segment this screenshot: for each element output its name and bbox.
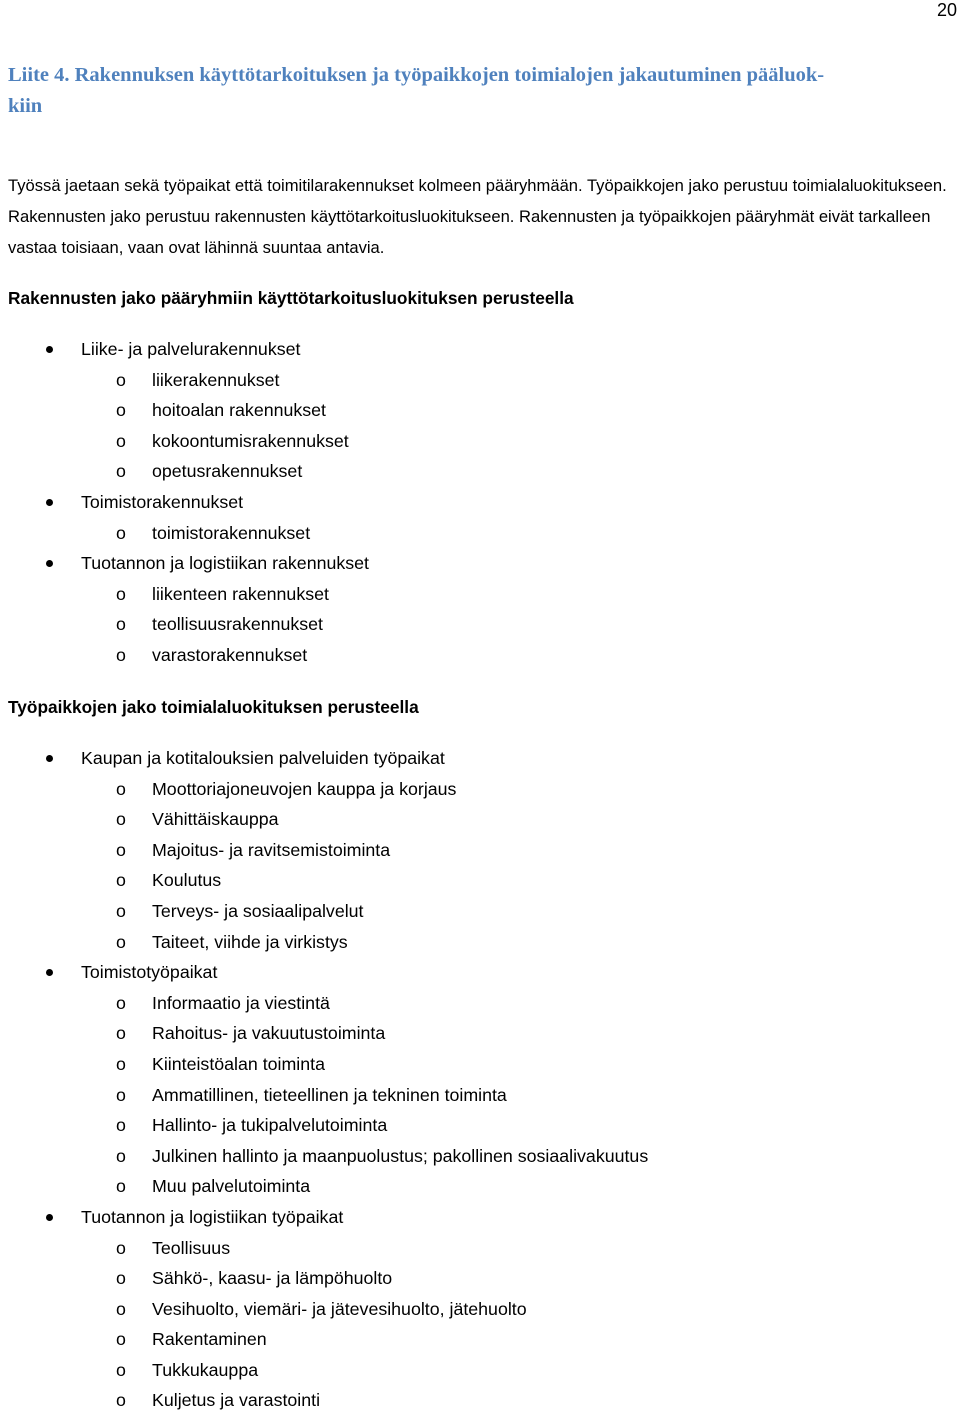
list-sub-item-label: Majoitus- ja ravitsemistoiminta	[152, 839, 391, 860]
list-sub-item-label: liikenteen rakennukset	[152, 583, 329, 604]
jobs-section-title: Työpaikkojen jako toimialaluokituksen perusteella	[8, 697, 419, 717]
list-sub-item	[0, 1233, 960, 1264]
list-sub-item	[0, 518, 960, 549]
bullet-icon	[46, 346, 53, 353]
list-sub-item	[0, 835, 960, 866]
list-group-item	[0, 957, 960, 988]
list-sub-item-label: teollisuusrakennukset	[152, 614, 323, 635]
list-sub-item-label: Teollisuus	[152, 1237, 231, 1258]
circle-bullet-icon: o	[116, 583, 126, 604]
list-sub-item	[0, 456, 960, 487]
list-sub-item-label: Vähittäiskauppa	[152, 809, 279, 830]
circle-bullet-icon: o	[116, 870, 126, 891]
list-sub-item-label: Kiinteistöalan toiminta	[152, 1053, 325, 1074]
circle-bullet-icon: o	[116, 644, 126, 665]
circle-bullet-icon: o	[116, 614, 126, 635]
list-sub-item	[0, 1018, 960, 1049]
list-sub-item	[0, 1294, 960, 1325]
list-group-label: Tuotannon ja logistiikan työpaikat	[81, 1206, 344, 1227]
bullet-icon	[46, 1214, 53, 1221]
circle-bullet-icon: o	[116, 1053, 126, 1074]
list-sub-item-label: Muu palvelutoiminta	[152, 1176, 311, 1197]
list-sub-item	[0, 1110, 960, 1141]
list-sub-item-label: Taiteet, viihde ja virkistys	[152, 931, 348, 952]
page-number: 20	[936, 0, 957, 20]
circle-bullet-icon: o	[116, 1023, 126, 1044]
list-sub-item-label: Sähkö-, kaasu- ja lämpöhuolto	[152, 1268, 393, 1289]
list-sub-item	[0, 579, 960, 610]
intro-paragraph: Työssä jaetaan sekä työpaikat että toimitilarakennukset kolmeen pääryhmään. Työpaikkojen jako perustuu toimialaluokitukseen. Rakennusten jako perustuu rakennusten käyttötarkoitusluokitukseen. Rakennusten ja työpaikkojen pääryhmät eivät tarkalleen vastaa toisiaan, vaan ovat lähinnä suuntaa antavia.	[8, 176, 947, 257]
list-sub-item-label: Terveys- ja sosiaalipalvelut	[152, 900, 364, 921]
jobs-list	[0, 743, 960, 1416]
list-sub-item-label: Ammatillinen, tieteellinen ja tekninen toiminta	[152, 1084, 507, 1105]
list-group-label: Tuotannon ja logistiikan rakennukset	[81, 553, 369, 574]
circle-bullet-icon: o	[116, 900, 126, 921]
list-sub-item	[0, 395, 960, 426]
circle-bullet-icon: o	[116, 522, 126, 543]
list-sub-item-label: kokoontumisrakennukset	[152, 430, 349, 451]
list-sub-item	[0, 1263, 960, 1294]
list-group-label: Liike- ja palvelurakennukset	[81, 339, 301, 359]
circle-bullet-icon: o	[116, 1298, 126, 1319]
circle-bullet-icon: o	[116, 1115, 126, 1136]
list-sub-item-label: Vesihuolto, viemäri- ja jätevesihuolto, jätehuolto	[152, 1298, 527, 1319]
appendix-heading	[8, 60, 938, 122]
list-sub-item-label: Kuljetus ja varastointi	[152, 1390, 321, 1411]
list-group-item	[0, 334, 960, 365]
bullet-icon	[46, 560, 53, 567]
circle-bullet-icon: o	[116, 1268, 126, 1289]
list-sub-item-label: Rahoitus- ja vakuutustoiminta	[152, 1023, 386, 1044]
circle-bullet-icon: o	[116, 778, 126, 799]
list-sub-item	[0, 609, 960, 640]
circle-bullet-icon: o	[116, 1084, 126, 1105]
list-group-label: Toimistorakennukset	[81, 491, 244, 512]
circle-bullet-icon: o	[116, 1329, 126, 1350]
list-sub-item-label: opetusrakennukset	[152, 461, 303, 482]
circle-bullet-icon: o	[116, 1176, 126, 1197]
list-sub-item	[0, 804, 960, 835]
circle-bullet-icon: o	[116, 369, 126, 390]
list-sub-item	[0, 1324, 960, 1355]
list-sub-item	[0, 1080, 960, 1111]
circle-bullet-icon: o	[116, 839, 126, 860]
heading-line-1: Liite 4. Rakennuksen käyttötarkoituksen ja työpaikkojen toimialojen jakautuminen pääluok-	[8, 64, 825, 86]
list-sub-item-label: Koulutus	[152, 870, 222, 891]
list-sub-item	[0, 865, 960, 896]
buildings-list	[0, 334, 960, 671]
circle-bullet-icon: o	[116, 931, 126, 952]
list-sub-item-label: Hallinto- ja tukipalvelutoiminta	[152, 1115, 388, 1136]
bullet-icon	[46, 969, 53, 976]
bullet-icon	[46, 755, 53, 762]
list-group-item	[0, 548, 960, 579]
list-sub-item	[0, 1355, 960, 1386]
list-sub-item	[0, 1385, 960, 1416]
list-sub-item	[0, 927, 960, 958]
list-sub-item-label: varastorakennukset	[152, 644, 308, 665]
circle-bullet-icon: o	[116, 992, 126, 1013]
list-sub-item	[0, 365, 960, 396]
list-sub-item-label: Julkinen hallinto ja maanpuolustus; pakollinen sosiaalivakuutus	[152, 1145, 649, 1166]
circle-bullet-icon: o	[116, 809, 126, 830]
list-group-item	[0, 1202, 960, 1233]
circle-bullet-icon: o	[116, 461, 126, 482]
list-sub-item	[0, 640, 960, 671]
list-sub-item-label: Rakentaminen	[152, 1329, 267, 1350]
list-sub-item	[0, 1049, 960, 1080]
list-group-label: Kaupan ja kotitalouksien palveluiden työpaikat	[81, 748, 445, 768]
bullet-icon	[46, 499, 53, 506]
circle-bullet-icon: o	[116, 400, 126, 421]
list-sub-item-label: toimistorakennukset	[152, 522, 311, 543]
circle-bullet-icon: o	[116, 1237, 126, 1258]
list-sub-item	[0, 1141, 960, 1172]
circle-bullet-icon: o	[116, 430, 126, 451]
list-group-item	[0, 487, 960, 518]
list-sub-item	[0, 988, 960, 1019]
list-sub-item-label: Tukkukauppa	[152, 1359, 259, 1380]
list-sub-item-label: Informaatio ja viestintä	[152, 992, 330, 1013]
list-sub-item-label: hoitoalan rakennukset	[152, 400, 326, 421]
list-sub-item	[0, 896, 960, 927]
buildings-section-title: Rakennusten jako pääryhmiin käyttötarkoitusluokituksen perusteella	[8, 288, 574, 308]
list-group-label: Toimistotyöpaikat	[81, 962, 218, 983]
heading-line-2: kiin	[8, 95, 43, 117]
circle-bullet-icon: o	[116, 1145, 126, 1166]
list-sub-item	[0, 774, 960, 805]
list-sub-item	[0, 1171, 960, 1202]
circle-bullet-icon: o	[116, 1390, 126, 1411]
list-sub-item	[0, 426, 960, 457]
circle-bullet-icon: o	[116, 1359, 126, 1380]
list-group-item	[0, 743, 960, 774]
list-sub-item-label: liikerakennukset	[152, 369, 280, 390]
list-sub-item-label: Moottoriajoneuvojen kauppa ja korjaus	[152, 778, 457, 799]
